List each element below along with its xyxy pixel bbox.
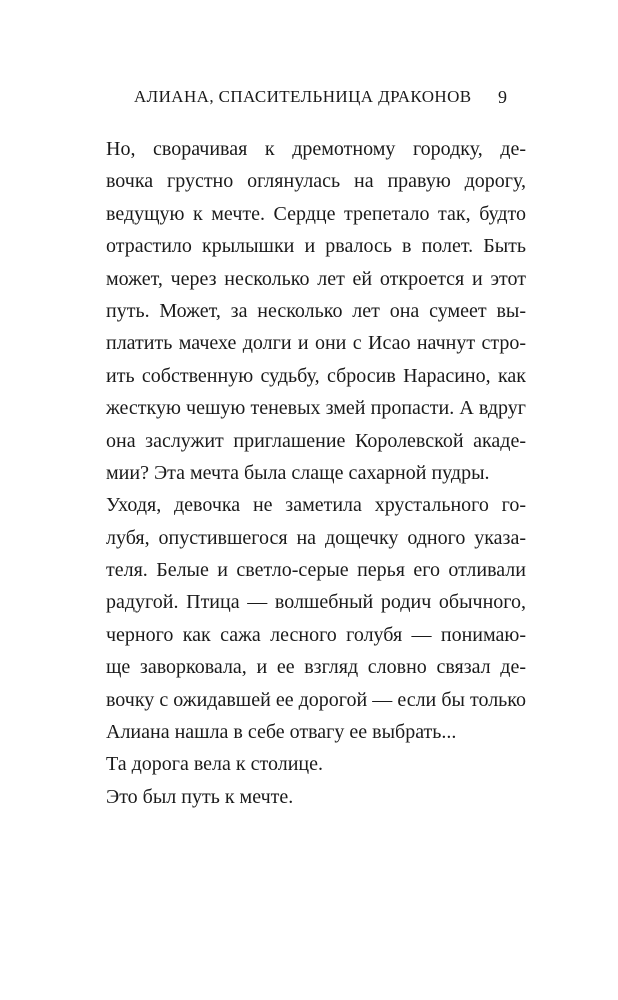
text-line: ще заворковала, и ее взгляд словно связал де- bbox=[106, 656, 526, 679]
text-line: Но, сворачивая к дремотному городку, де- bbox=[106, 138, 526, 160]
paragraph bbox=[106, 781, 526, 813]
text-line: жесткую чешую теневых змей пропасти. А вдруг bbox=[106, 397, 526, 420]
running-head bbox=[0, 87, 618, 111]
paragraph bbox=[106, 489, 526, 748]
text-line: Это был путь к мечте. bbox=[106, 785, 294, 808]
text-line: может, через несколько лет ей откроется и этот bbox=[106, 267, 526, 290]
text-line: она заслужит приглашение Королевской акаде- bbox=[106, 429, 526, 452]
text-line: теля. Белые и светло-серые перья его отливали bbox=[106, 559, 526, 582]
text-line: Алиана нашла в себе отвагу ее выбрать... bbox=[106, 721, 457, 744]
paragraph bbox=[106, 133, 526, 489]
text-line: отрастило крылышки и рвалось в полет. Быть bbox=[106, 235, 526, 258]
text-line: ведущую к мечте. Сердце трепетало так, будто bbox=[106, 202, 526, 225]
text-line: ить собственную судьбу, сбросив Нарасино, как bbox=[106, 364, 526, 387]
text-line: мии? Эта мечта была слаще сахарной пудры. bbox=[106, 461, 490, 484]
text-line: вочка грустно оглянулась на правую дорогу, bbox=[106, 170, 526, 193]
text-line: черного как сажа лесного голубя — понимаю- bbox=[106, 623, 526, 646]
text-line: путь. Может, за несколько лет она сумеет вы- bbox=[106, 299, 526, 322]
text-line: Та дорога вела к столице. bbox=[106, 753, 323, 776]
text-line: платить мачехе долги и они с Исао начнут стро- bbox=[106, 332, 526, 355]
paragraph bbox=[106, 748, 526, 780]
text-line: радугой. Птица — волшебный родич обычного, bbox=[106, 591, 526, 614]
page-number: 9 bbox=[498, 87, 507, 107]
text-line: лубя, опустившегося на дощечку одного указа- bbox=[106, 526, 526, 549]
text-line: Уходя, девочка не заметила хрустального го- bbox=[106, 494, 526, 517]
body-text bbox=[106, 133, 526, 813]
text-line: вочку с ожидавшей ее дорогой — если бы только bbox=[106, 688, 526, 711]
running-title: АЛИАНА, СПАСИТЕЛЬНИЦА ДРАКОНОВ bbox=[134, 87, 472, 106]
